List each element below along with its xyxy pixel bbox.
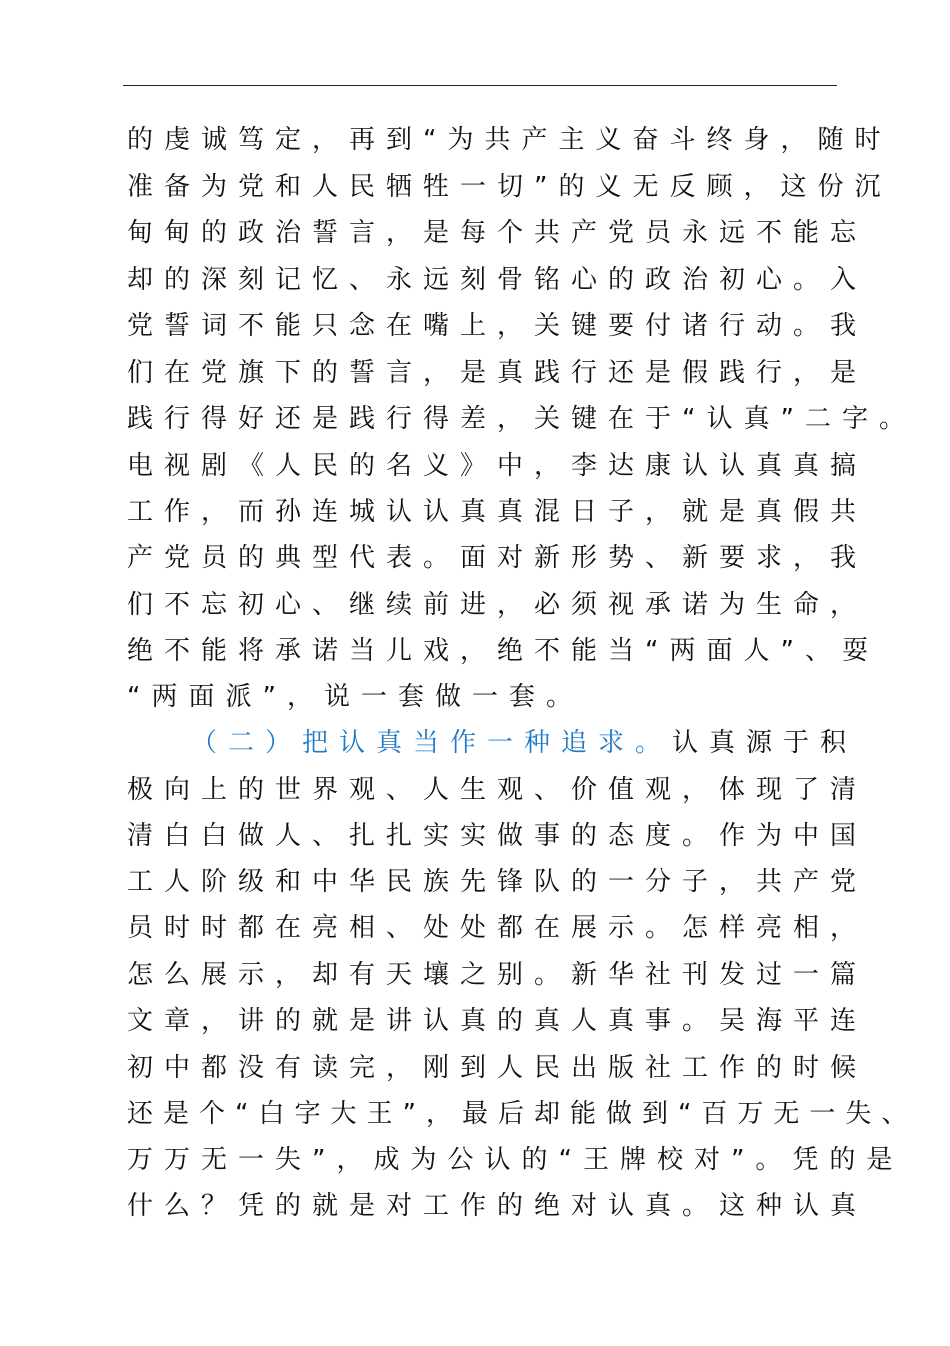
text-line: 初中都没有读完，刚到人民出版社工作的时候 <box>127 1053 868 1083</box>
text-line: 工人阶级和中华民族先锋队的一分子，共产党 <box>127 867 868 897</box>
section-first-line <box>191 723 857 763</box>
text-line: “两面派”，说一套做一套。 <box>127 682 583 712</box>
text-line: 怎么展示，却有天壤之别。新华社刊发过一篇 <box>127 960 868 990</box>
section-first-line-rest: 认真源于积 <box>672 728 858 758</box>
text-line: 们不忘初心、继续前进，必须视承诺为生命， <box>127 590 868 620</box>
text-line: 却的深刻记忆、永远刻骨铭心的政治初心。入 <box>127 265 868 295</box>
section-heading: （二）把认真当作一种追求。 <box>191 728 673 758</box>
text-line: 的虔诚笃定，再到“为共产主义奋斗终身，随时 <box>127 125 892 155</box>
text-line: 员时时都在亮相、处处都在展示。怎样亮相， <box>127 913 868 943</box>
text-line: 工作，而孙连城认认真真混日子，就是真假共 <box>127 497 868 527</box>
text-line: 准备为党和人民牺牲一切”的义无反顾，这份沉 <box>127 172 892 202</box>
text-line: 文章，讲的就是讲认真的真人真事。吴海平连 <box>127 1006 868 1036</box>
text-line: 什么？凭的就是对工作的绝对认真。这种认真 <box>127 1191 868 1221</box>
text-line: 践行得好还是践行得差，关键在于“认真”二字。 <box>127 404 916 434</box>
text-line: 产党员的典型代表。面对新形势、新要求，我 <box>127 543 868 573</box>
text-line: 还是个“白字大王”，最后却能做到“百万无一失、 <box>127 1099 918 1129</box>
text-line: 万万无一失”，成为公认的“王牌校对”。凭的是 <box>127 1145 904 1175</box>
text-line: 电视剧《人民的名义》中，李达康认认真真搞 <box>127 451 868 481</box>
text-line: 党誓词不能只念在嘴上，关键要付诸行动。我 <box>127 311 868 341</box>
text-line: 绝不能将承诺当儿戏，绝不能当“两面人”、耍 <box>127 636 879 666</box>
text-line: 清白白做人、扎扎实实做事的态度。作为中国 <box>127 821 868 851</box>
text-line: 们在党旗下的誓言，是真践行还是假践行，是 <box>127 358 868 388</box>
text-line: 甸甸的政治誓言，是每个共产党员永远不能忘 <box>127 218 868 248</box>
text-line: 极向上的世界观、人生观、价值观，体现了清 <box>127 775 868 805</box>
